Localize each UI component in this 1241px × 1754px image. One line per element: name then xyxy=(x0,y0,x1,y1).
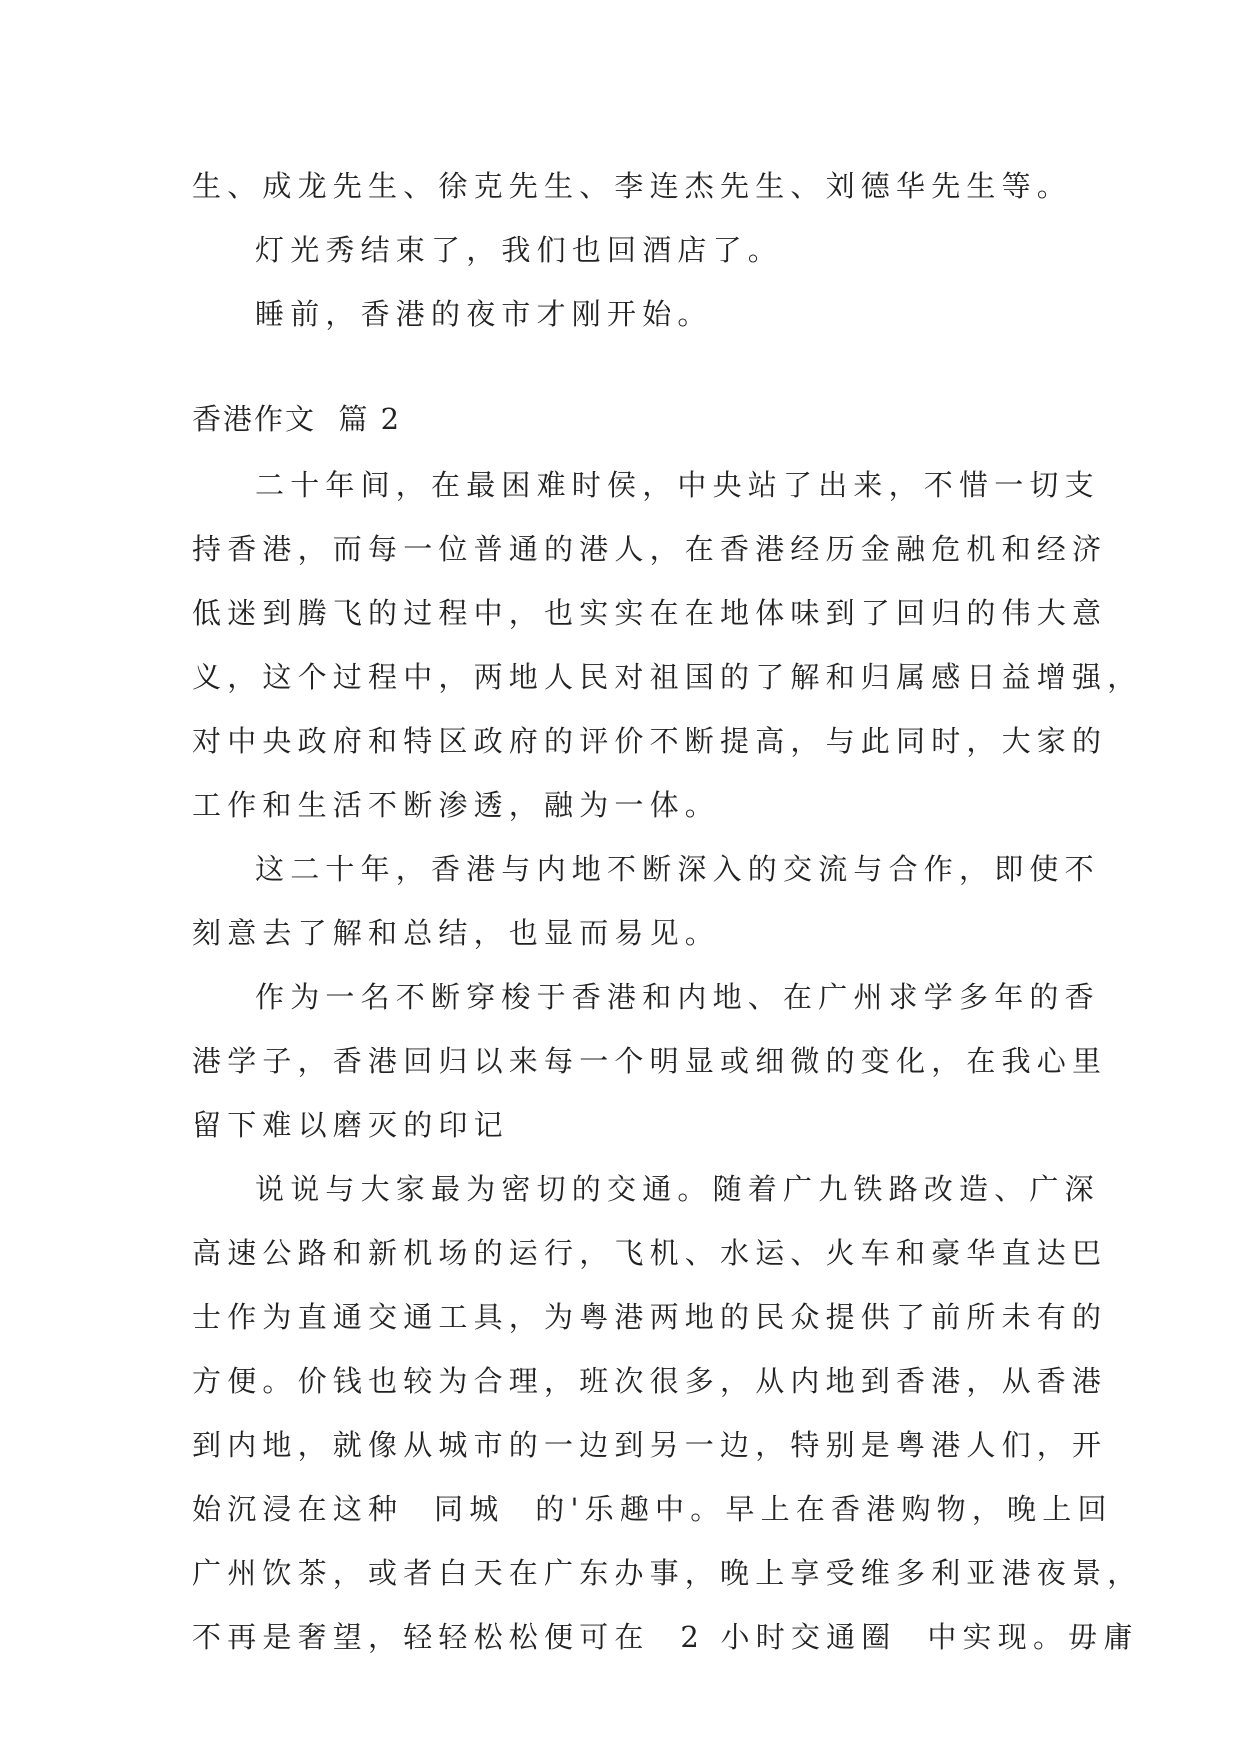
document-page xyxy=(192,0,1143,1754)
paragraph-line: 到内地，就像从城市的一边到另一边，特别是粤港人们，开 xyxy=(192,1428,1108,1462)
paragraph-line: 始沉浸在这种 同城 的'乐趣中。早上在香港购物，晚上回 xyxy=(192,1492,1113,1526)
paragraph-line: 不再是奢望，轻轻松松便可在 2 小时交通圈 中实现。毋庸 xyxy=(192,1620,1139,1654)
paragraph-line: 这二十年，香港与内地不断深入的交流与合作，即使不 xyxy=(255,852,1100,886)
paragraph-line: 刻意去了解和总结，也显而易见。 xyxy=(192,916,721,950)
paragraph-line: 工作和生活不断渗透，融为一体。 xyxy=(192,788,721,822)
paragraph-line: 士作为直通交通工具，为粤港两地的民众提供了前所未有的 xyxy=(192,1300,1108,1334)
paragraph-line: 生、成龙先生、徐克先生、李连杰先生、刘德华先生等。 xyxy=(192,169,1073,203)
section-heading: 香港作文 篇 2 xyxy=(192,402,402,436)
paragraph-line: 低迷到腾飞的过程中，也实实在在地体味到了回归的伟大意 xyxy=(192,596,1108,630)
paragraph-line: 广州饮茶，或者白天在广东办事，晚上享受维多利亚港夜景， xyxy=(192,1556,1143,1590)
paragraph-line: 对中央政府和特区政府的评价不断提高，与此同时，大家的 xyxy=(192,724,1108,758)
paragraph-line: 方便。价钱也较为合理，班次很多，从内地到香港，从香港 xyxy=(192,1364,1108,1398)
paragraph-line: 留下难以磨灭的印记 xyxy=(192,1108,509,1142)
paragraph-line: 二十年间，在最困难时侯，中央站了出来，不惜一切支 xyxy=(255,468,1100,502)
paragraph-line: 义，这个过程中，两地人民对祖国的了解和归属感日益增强， xyxy=(192,660,1143,694)
paragraph-line: 说说与大家最为密切的交通。随着广九铁路改造、广深 xyxy=(255,1172,1100,1206)
paragraph-line: 睡前，香港的夜市才刚开始。 xyxy=(255,297,713,331)
paragraph-line: 作为一名不断穿梭于香港和内地、在广州求学多年的香 xyxy=(255,980,1100,1014)
paragraph-line: 灯光秀结束了，我们也回酒店了。 xyxy=(255,233,784,267)
paragraph-line: 港学子，香港回归以来每一个明显或细微的变化，在我心里 xyxy=(192,1044,1108,1078)
paragraph-line: 高速公路和新机场的运行，飞机、水运、火车和豪华直达巴 xyxy=(192,1236,1108,1270)
paragraph-line: 持香港，而每一位普通的港人，在香港经历金融危机和经济 xyxy=(192,532,1108,566)
